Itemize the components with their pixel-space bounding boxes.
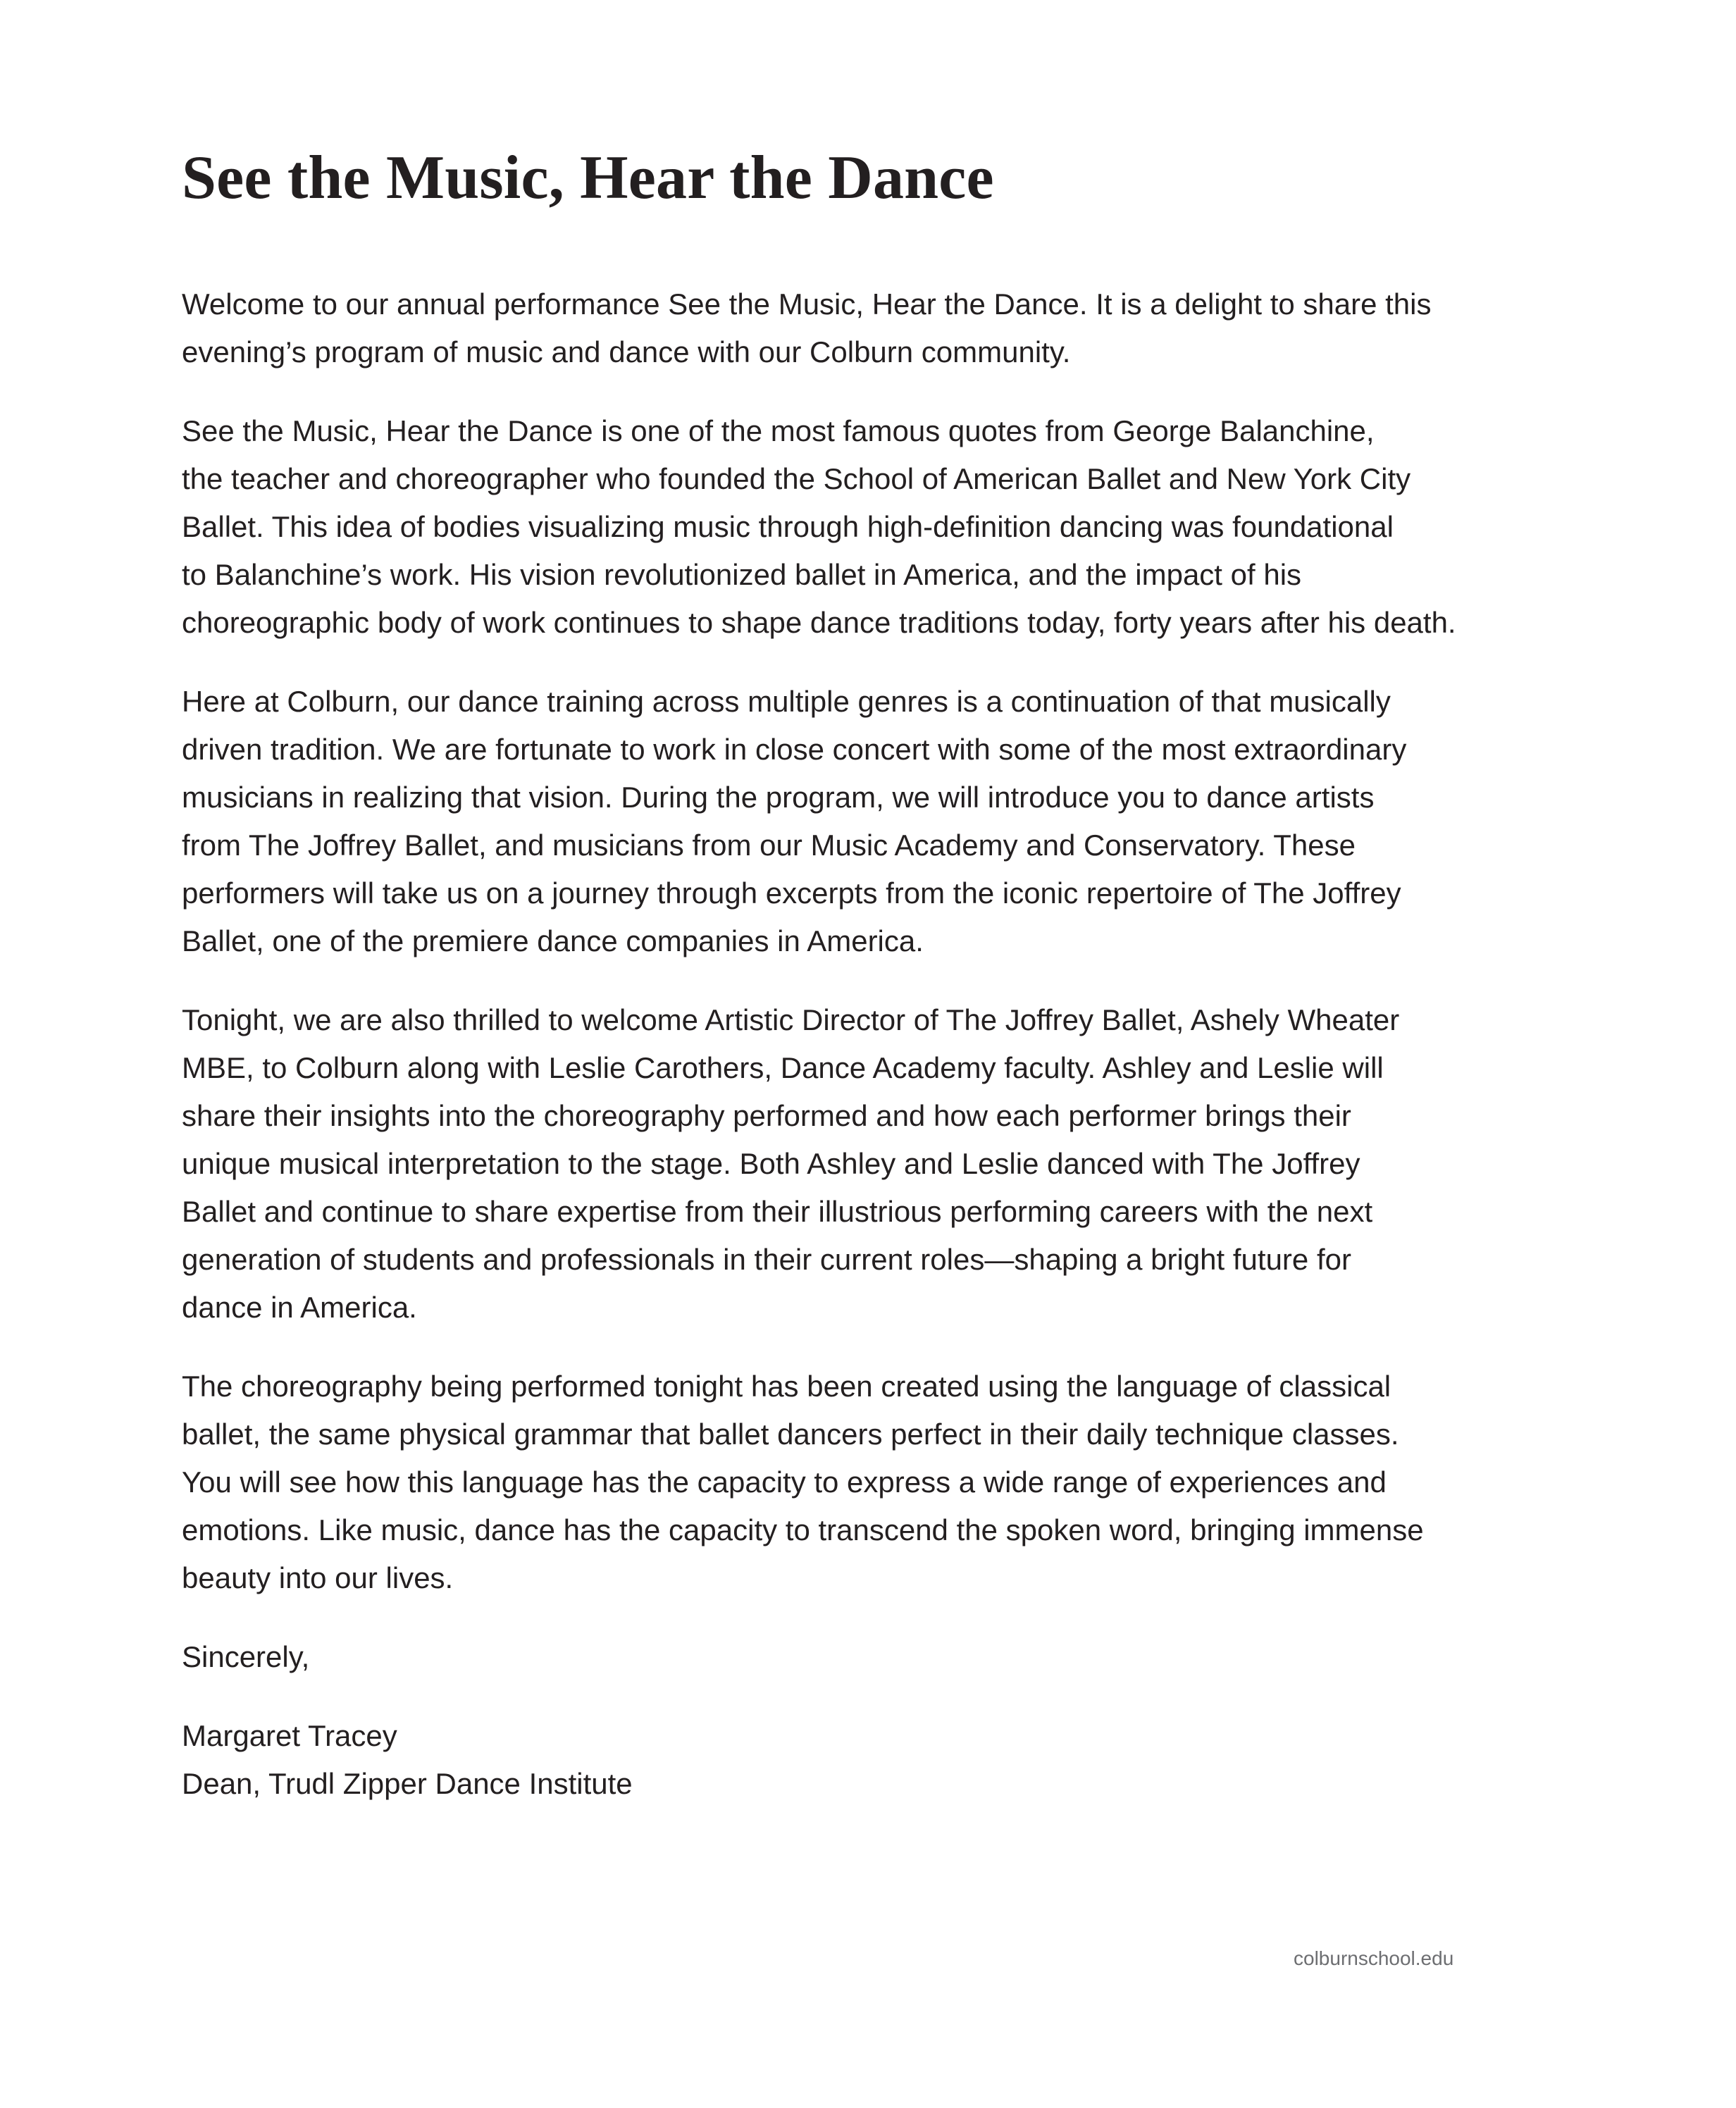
paragraph-line: driven tradition. We are fortunate to work in close concert with some of the most extraordinary — [182, 733, 1407, 766]
page-title: See the Music, Hear the Dance — [182, 144, 994, 212]
paragraph-line: Welcome to our annual performance See the Music, Hear the Dance. It is a delight to share this — [182, 287, 1432, 321]
paragraph-line: See the Music, Hear the Dance is one of the most famous quotes from George Balanchine, — [182, 414, 1375, 447]
paragraph-line: Tonight, we are also thrilled to welcome Artistic Director of The Joffrey Ballet, Ashely Wheater — [182, 1003, 1400, 1036]
paragraph-line: You will see how this language has the capacity to express a wide range of experiences and — [182, 1465, 1387, 1499]
signature-block — [182, 1712, 1591, 1808]
paragraph-line: Here at Colburn, our dance training across multiple genres is a continuation of that musically — [182, 685, 1391, 718]
paragraph-line: MBE, to Colburn along with Leslie Carothers, Dance Academy faculty. Ashley and Leslie will — [182, 1051, 1384, 1084]
paragraph-choreography — [182, 1363, 1591, 1602]
signature-position: Dean, Trudl Zipper Dance Institute — [182, 1767, 633, 1800]
paragraph-line: choreographic body of work continues to shape dance traditions today, forty years after his death. — [182, 606, 1456, 639]
closing-salutation: Sincerely, — [182, 1640, 310, 1673]
paragraph-line: musicians in realizing that vision. During the program, we will introduce you to dance artists — [182, 781, 1375, 814]
paragraph-line: share their insights into the choreography performed and how each performer brings their — [182, 1099, 1351, 1132]
paragraph-line: beauty into our lives. — [182, 1561, 454, 1594]
paragraph-line: evening’s program of music and dance with our Colburn community. — [182, 335, 1071, 368]
paragraph-line: dance in America. — [182, 1291, 417, 1324]
paragraph-colburn — [182, 678, 1591, 965]
paragraph-line: performers will take us on a journey through excerpts from the iconic repertoire of The Joffrey — [182, 876, 1401, 910]
paragraph-line: ballet, the same physical grammar that ballet dancers perfect in their daily technique classes. — [182, 1418, 1399, 1451]
paragraph-line: Ballet, one of the premiere dance companies in America. — [182, 924, 924, 957]
signature-name: Margaret Tracey — [182, 1719, 397, 1752]
paragraph-line: to Balanchine’s work. His vision revolutionized ballet in America, and the impact of his — [182, 558, 1302, 591]
paragraph-line: The choreography being performed tonight has been created using the language of classical — [182, 1370, 1391, 1403]
paragraph-line: Ballet and continue to share expertise from their illustrious performing careers with the next — [182, 1195, 1373, 1228]
paragraph-line: Ballet. This idea of bodies visualizing music through high-definition dancing was foundational — [182, 510, 1394, 543]
letter-body — [182, 280, 1591, 1808]
paragraph-tonight — [182, 996, 1591, 1332]
paragraph-balanchine — [182, 407, 1591, 647]
paragraph-line: emotions. Like music, dance has the capacity to transcend the spoken word, bringing immense — [182, 1513, 1424, 1546]
paragraph-line: generation of students and professionals in their current roles—shaping a bright future for — [182, 1243, 1351, 1276]
paragraph-line: the teacher and choreographer who founded the School of American Ballet and New York City — [182, 462, 1411, 495]
footer-website-link[interactable]: colburnschool.edu — [1294, 1947, 1454, 1969]
paragraph-line: from The Joffrey Ballet, and musicians from our Music Academy and Conservatory. These — [182, 829, 1356, 862]
paragraph-line: unique musical interpretation to the stage. Both Ashley and Leslie danced with The Joffrey — [182, 1147, 1360, 1180]
paragraph-welcome — [182, 280, 1591, 376]
